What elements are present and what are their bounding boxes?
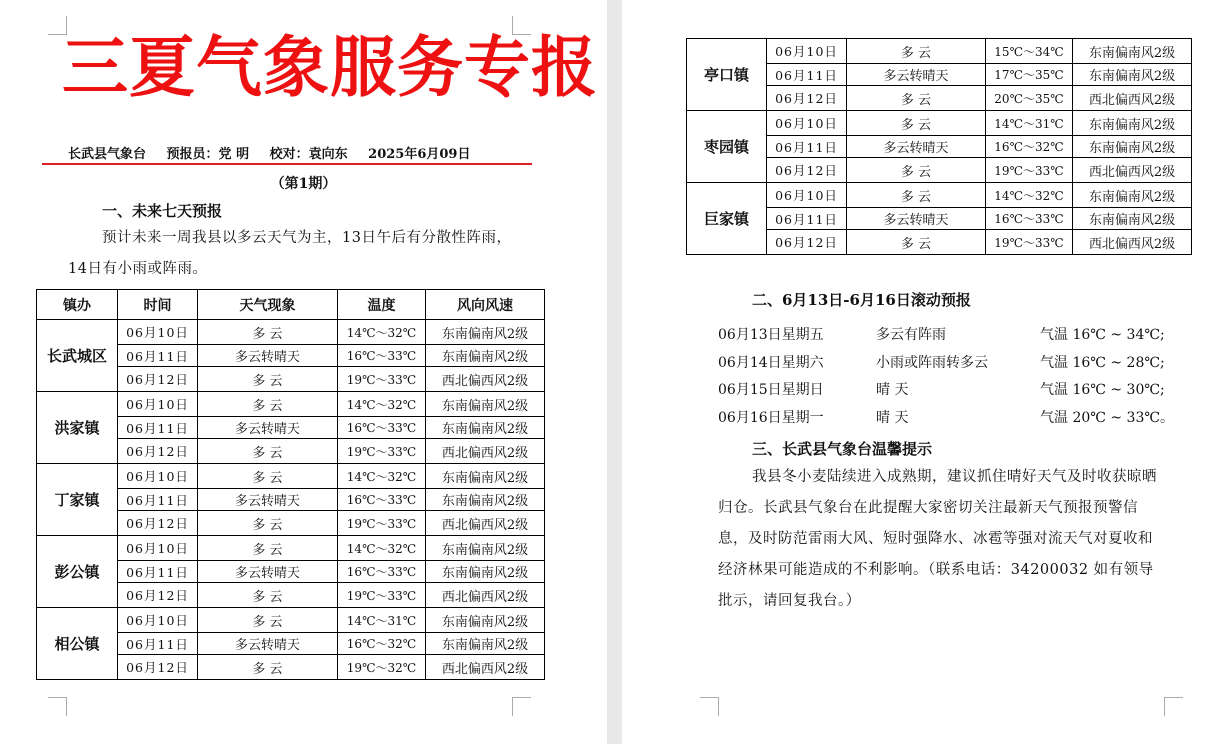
weather-cell: 多 云 xyxy=(847,158,986,183)
weather-cell: 多 云 xyxy=(847,230,986,255)
weather-cell: 多 云 xyxy=(847,39,986,64)
wind-cell: 西北偏西风2级 xyxy=(426,439,545,464)
wind-cell: 东南偏南风2级 xyxy=(426,608,545,633)
temp-cell: 20℃～35℃ xyxy=(986,86,1073,111)
weather-cell: 多 云 xyxy=(847,86,986,111)
temp-cell: 19℃～33℃ xyxy=(338,583,426,608)
date-cell: 06月12日 xyxy=(118,583,198,608)
temp-cell: 19℃～33℃ xyxy=(986,230,1073,255)
weather-cell: 多云转晴天 xyxy=(847,64,986,86)
weather-table xyxy=(686,38,1192,255)
crop-mark xyxy=(48,697,67,716)
report-date: 2025年6月09日 xyxy=(368,147,471,162)
weather-cell: 多 云 xyxy=(198,367,338,392)
temp-cell: 14℃～31℃ xyxy=(338,608,426,633)
date-cell: 06月11日 xyxy=(767,208,847,230)
wind-cell: 西北偏西风2级 xyxy=(426,511,545,536)
table-row xyxy=(37,536,545,561)
date-cell: 06月11日 xyxy=(118,561,198,583)
town-name: 长武城区 xyxy=(37,320,118,392)
weather-cell: 多 云 xyxy=(198,511,338,536)
temp-cell: 16℃～33℃ xyxy=(338,489,426,511)
town-name: 洪家镇 xyxy=(37,392,118,464)
section-heading: 三、长武县气象台温馨提示 xyxy=(752,440,933,458)
forecast-temp: 气温 16℃ ~ 30℃; xyxy=(1040,382,1165,398)
temp-cell: 14℃～32℃ xyxy=(338,464,426,489)
column-header: 镇办 xyxy=(37,290,118,320)
temp-cell: 19℃～32℃ xyxy=(338,655,426,680)
table-row xyxy=(37,392,545,417)
temp-cell: 19℃～33℃ xyxy=(338,511,426,536)
weather-cell: 多云转晴天 xyxy=(198,345,338,367)
section-paragraph: 我县冬小麦陆续进入成熟期，建议抓住晴好天气及时收获晾晒归仓。长武县气象台在此提醒大家密切关注最新天气预报预警信息，及时防范雷雨大风、短时强降水、冰雹等强对流天气对夏收和经济林果可能造成的不利影响。（联系电话：34200032 如有领导批示，请回复我台。） xyxy=(718,469,1157,609)
weather-cell: 多云转晴天 xyxy=(198,561,338,583)
weather-cell: 多 云 xyxy=(198,439,338,464)
date-cell: 06月10日 xyxy=(118,464,198,489)
weather-cell: 多云转晴天 xyxy=(847,136,986,158)
table-row xyxy=(687,183,1192,208)
weather-table xyxy=(36,289,545,680)
weather-cell: 多 云 xyxy=(847,183,986,208)
temp-cell: 19℃～33℃ xyxy=(986,158,1073,183)
forecast-date: 06月13日星期五 xyxy=(718,327,824,343)
column-header: 风向风速 xyxy=(426,290,545,320)
proofreader: 校对：袁向东 xyxy=(269,147,348,162)
table-row xyxy=(687,111,1192,136)
wind-cell: 东南偏南风2级 xyxy=(426,489,545,511)
report-meta-line xyxy=(42,143,532,165)
banner-title: 三夏气象服务专报 xyxy=(62,29,598,106)
temp-cell: 16℃～33℃ xyxy=(338,561,426,583)
crop-mark xyxy=(700,697,719,716)
section-paragraph: 预计未来一周我县以多云天气为主，13日午后有分散性阵雨，14日有小雨或阵雨。 xyxy=(68,230,512,277)
column-header: 温度 xyxy=(338,290,426,320)
temp-cell: 14℃～32℃ xyxy=(986,183,1073,208)
temp-cell: 19℃～33℃ xyxy=(338,439,426,464)
temp-cell: 16℃～33℃ xyxy=(986,208,1073,230)
forecast-weather: 晴 天 xyxy=(876,382,909,398)
date-cell: 06月11日 xyxy=(118,633,198,655)
wind-cell: 东南偏南风2级 xyxy=(1073,136,1192,158)
table-row xyxy=(37,320,545,345)
weather-cell: 多 云 xyxy=(198,392,338,417)
section-heading: 二、6月13日-6月16日滚动预报 xyxy=(752,291,971,309)
town-name: 枣园镇 xyxy=(687,111,767,183)
town-name: 相公镇 xyxy=(37,608,118,680)
weather-cell: 多 云 xyxy=(198,320,338,345)
issue-number: （第1期） xyxy=(270,176,337,192)
date-cell: 06月11日 xyxy=(767,136,847,158)
weather-cell: 多云转晴天 xyxy=(198,633,338,655)
wind-cell: 西北偏西风2级 xyxy=(426,655,545,680)
forecast-weather: 小雨或阵雨转多云 xyxy=(876,354,988,371)
forecast-temp: 气温 16℃ ~ 28℃; xyxy=(1040,354,1165,371)
wind-cell: 东南偏南风2级 xyxy=(1073,183,1192,208)
weather-cell: 多 云 xyxy=(847,111,986,136)
temp-cell: 19℃～33℃ xyxy=(338,367,426,392)
forecast-weather: 晴 天 xyxy=(876,409,909,426)
wind-cell: 西北偏西风2级 xyxy=(426,583,545,608)
weather-cell: 多 云 xyxy=(198,583,338,608)
weather-cell: 多云转晴天 xyxy=(847,208,986,230)
temp-cell: 17℃～35℃ xyxy=(986,64,1073,86)
date-cell: 06月10日 xyxy=(767,183,847,208)
temp-cell: 15℃～34℃ xyxy=(986,39,1073,64)
date-cell: 06月10日 xyxy=(118,608,198,633)
town-name: 彭公镇 xyxy=(37,536,118,608)
wind-cell: 东南偏南风2级 xyxy=(1073,39,1192,64)
table-row xyxy=(37,608,545,633)
temp-cell: 14℃～32℃ xyxy=(338,320,426,345)
wind-cell: 东南偏南风2级 xyxy=(426,417,545,439)
date-cell: 06月12日 xyxy=(118,439,198,464)
forecast-date: 06月16日星期一 xyxy=(718,409,824,426)
forecast-date: 06月14日星期六 xyxy=(718,354,824,371)
crop-mark xyxy=(512,697,531,716)
weather-cell: 多云转晴天 xyxy=(198,417,338,439)
weather-cell: 多 云 xyxy=(198,608,338,633)
wind-cell: 西北偏西风2级 xyxy=(1073,230,1192,255)
temp-cell: 16℃～33℃ xyxy=(338,417,426,439)
date-cell: 06月10日 xyxy=(118,320,198,345)
wind-cell: 西北偏西风2级 xyxy=(426,367,545,392)
forecast-date: 06月15日星期日 xyxy=(718,382,824,398)
section-heading: 一、未来七天预报 xyxy=(102,202,223,220)
wind-cell: 东南偏南风2级 xyxy=(1073,208,1192,230)
wind-cell: 东南偏南风2级 xyxy=(1073,64,1192,86)
forecast-weather: 多云有阵雨 xyxy=(876,327,946,343)
date-cell: 06月10日 xyxy=(767,39,847,64)
date-cell: 06月12日 xyxy=(118,511,198,536)
town-name: 亭口镇 xyxy=(687,39,767,111)
date-cell: 06月11日 xyxy=(118,345,198,367)
date-cell: 06月10日 xyxy=(767,111,847,136)
table-row xyxy=(687,39,1192,64)
temp-cell: 16℃～33℃ xyxy=(338,345,426,367)
crop-mark xyxy=(1164,697,1183,716)
wind-cell: 东南偏南风2级 xyxy=(426,561,545,583)
weather-cell: 多 云 xyxy=(198,536,338,561)
town-name: 丁家镇 xyxy=(37,464,118,536)
forecast-temp: 气温 20℃ ~ 33℃。 xyxy=(1040,409,1175,426)
date-cell: 06月12日 xyxy=(767,86,847,111)
temp-cell: 16℃～32℃ xyxy=(986,136,1073,158)
document-page-2 xyxy=(622,0,1221,744)
wind-cell: 东南偏南风2级 xyxy=(426,345,545,367)
date-cell: 06月11日 xyxy=(118,417,198,439)
date-cell: 06月12日 xyxy=(767,158,847,183)
date-cell: 06月10日 xyxy=(118,536,198,561)
date-cell: 06月12日 xyxy=(118,655,198,680)
forecast-temp: 气温 16℃ ~ 34℃; xyxy=(1040,327,1165,343)
weather-cell: 多 云 xyxy=(198,464,338,489)
forecaster: 预报员：党 明 xyxy=(166,147,250,162)
wind-cell: 东南偏南风2级 xyxy=(426,392,545,417)
wind-cell: 东南偏南风2级 xyxy=(426,536,545,561)
date-cell: 06月11日 xyxy=(118,489,198,511)
wind-cell: 西北偏西风2级 xyxy=(1073,86,1192,111)
temp-cell: 14℃～32℃ xyxy=(338,392,426,417)
date-cell: 06月12日 xyxy=(767,230,847,255)
wind-cell: 西北偏西风2级 xyxy=(1073,158,1192,183)
station-name: 长武县气象台 xyxy=(68,147,147,162)
column-header: 时间 xyxy=(118,290,198,320)
wind-cell: 东南偏南风2级 xyxy=(426,633,545,655)
weather-cell: 多 云 xyxy=(198,655,338,680)
town-name: 巨家镇 xyxy=(687,183,767,255)
wind-cell: 东南偏南风2级 xyxy=(1073,111,1192,136)
date-cell: 06月10日 xyxy=(118,392,198,417)
table-row xyxy=(37,464,545,489)
document-page-1 xyxy=(0,0,607,744)
weather-cell: 多云转晴天 xyxy=(198,489,338,511)
date-cell: 06月11日 xyxy=(767,64,847,86)
temp-cell: 14℃～31℃ xyxy=(986,111,1073,136)
column-header: 天气现象 xyxy=(198,290,338,320)
temp-cell: 14℃～32℃ xyxy=(338,536,426,561)
date-cell: 06月12日 xyxy=(118,367,198,392)
temp-cell: 16℃～32℃ xyxy=(338,633,426,655)
wind-cell: 东南偏南风2级 xyxy=(426,320,545,345)
wind-cell: 东南偏南风2级 xyxy=(426,464,545,489)
